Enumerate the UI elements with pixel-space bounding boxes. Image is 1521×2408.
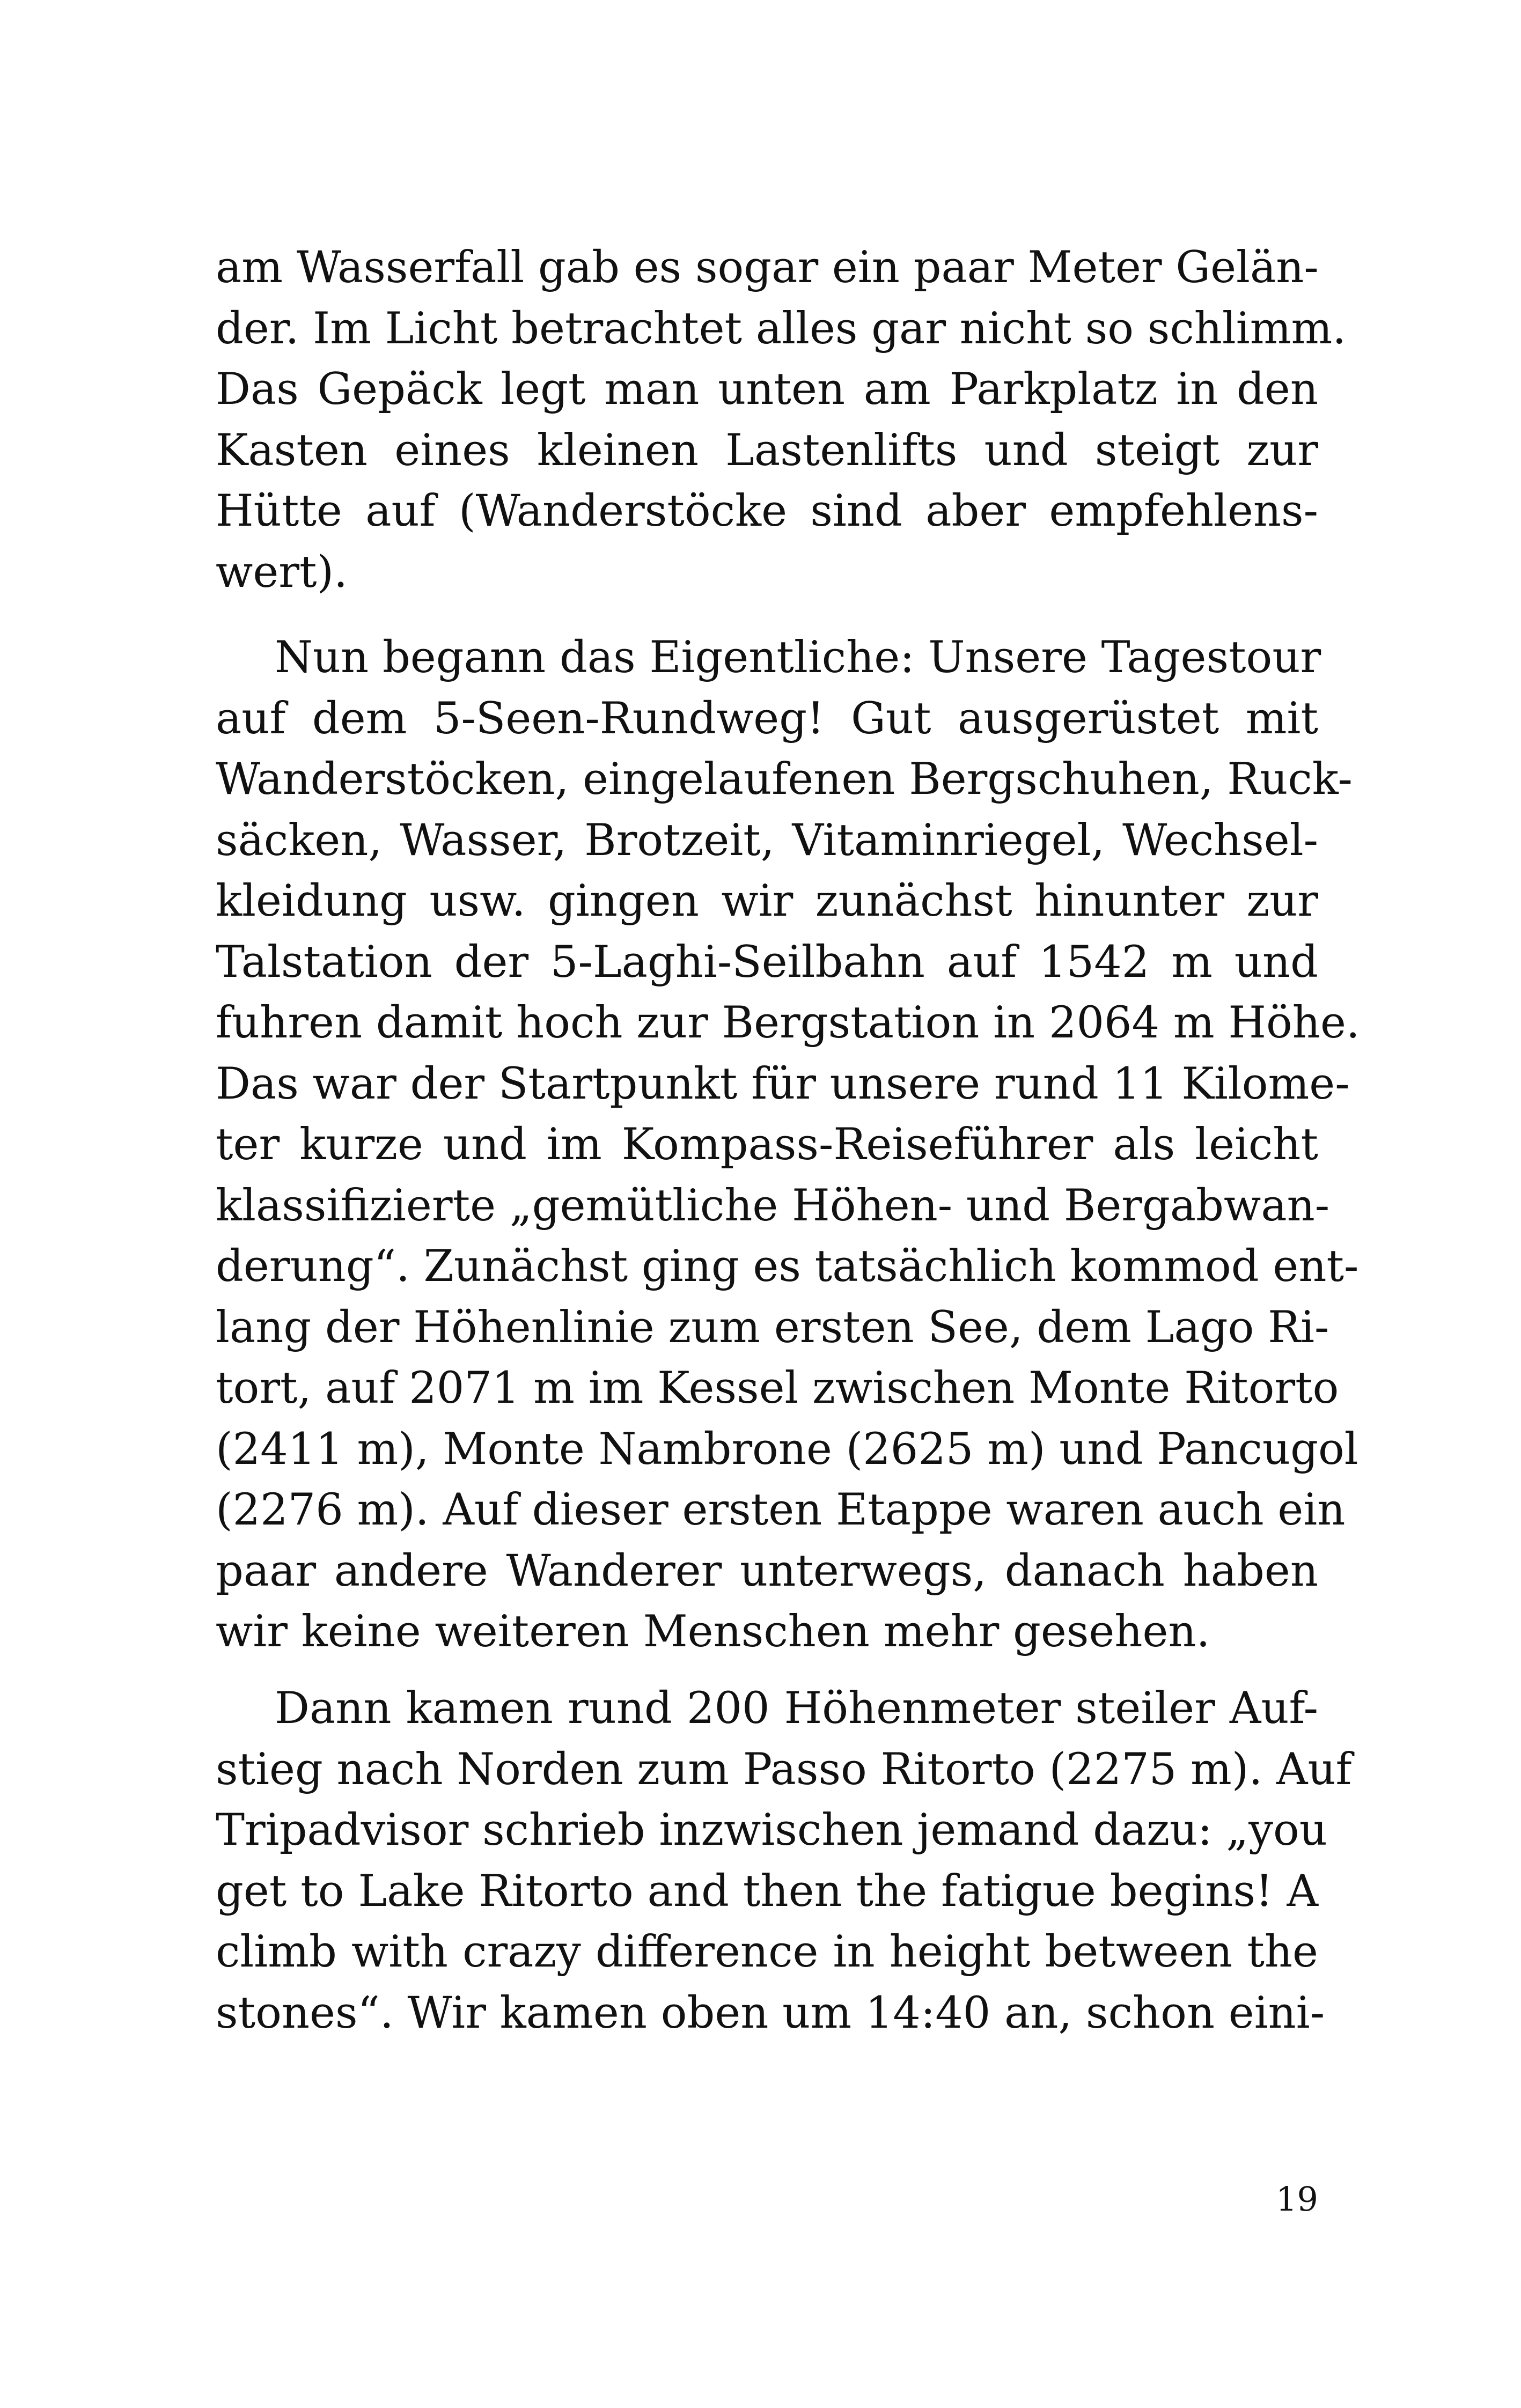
text-line: derung“. Zunächst ging es tatsächlich kommod ent- — [216, 1241, 1359, 1292]
text-line: säcken, Wasser, Brotzeit, Vitaminriegel, Wechsel- — [216, 815, 1318, 866]
text-line: der. Im Licht betrachtet alles gar nicht so schlimm. — [216, 303, 1347, 354]
text-line: (2411 m), Monte Nambrone (2625 m) und Pancugol — [216, 1424, 1358, 1475]
text-line: Tripadvisor schrieb inzwischen jemand dazu: „you — [216, 1805, 1327, 1855]
text-line: paar andere Wanderer unterwegs, danach haben — [216, 1545, 1318, 1596]
text-line: lang der Höhenlinie zum ersten See, dem Lago Ri- — [216, 1302, 1329, 1353]
paragraph-1 — [216, 238, 1347, 603]
text-line: kleidung usw. gingen wir zunächst hinunter zur — [216, 876, 1318, 926]
text-line: stones“. Wir kamen oben um 14:40 an, schon eini- — [216, 1987, 1325, 2038]
text-line: auf dem 5-Seen-Rundweg! Gut ausgerüstet mit — [216, 693, 1318, 744]
text-line: am Wasserfall gab es sogar ein paar Meter Gelän- — [216, 242, 1319, 293]
paragraph-2 — [216, 628, 1360, 1663]
paragraph-3 — [216, 1678, 1352, 2044]
text-line: Das Gepäck legt man unten am Parkplatz in den — [216, 364, 1318, 415]
text-line: stieg nach Norden zum Passo Ritorto (2275 m). Auf — [216, 1744, 1352, 1795]
text-line: wert). — [216, 547, 348, 598]
text-line: get to Lake Ritorto and then the fatigue begins! A — [216, 1866, 1318, 1917]
text-line: fuhren damit hoch zur Bergstation in 2064 m Höhe. — [216, 998, 1360, 1048]
text-line: Das war der Startpunkt für unsere rund 11 Kilome- — [216, 1058, 1350, 1109]
text-line: Dann kamen rund 200 Höhenmeter steiler Auf- — [275, 1683, 1318, 1734]
text-line: ter kurze und im Kompass-Reiseführer als leicht — [216, 1120, 1318, 1170]
text-line: (2276 m). Auf dieser ersten Etappe waren auch ein — [216, 1485, 1346, 1535]
text-line: Nun begann das Eigentliche: Unsere Tagestour — [275, 632, 1321, 683]
text-line: Hütte auf (Wanderstöcke sind aber empfehlens- — [216, 486, 1318, 536]
text-line: Talstation der 5-Laghi-Seilbahn auf 1542 m und — [216, 937, 1318, 988]
page-number: 19 — [1276, 2179, 1318, 2219]
text-line: tort, auf 2071 m im Kessel zwischen Monte Ritorto — [216, 1363, 1339, 1413]
text-line: klassifizierte „gemütliche Höhen- und Bergabwan- — [216, 1180, 1330, 1231]
text-line: Kasten eines kleinen Lastenlifts und steigt zur — [216, 425, 1318, 476]
text-line: wir keine weiteren Menschen mehr gesehen. — [216, 1607, 1210, 1657]
text-line: Wanderstöcken, eingelaufenen Bergschuhen, Ruck- — [216, 754, 1353, 805]
text-line: climb with crazy difference in height between the — [216, 1927, 1318, 1977]
